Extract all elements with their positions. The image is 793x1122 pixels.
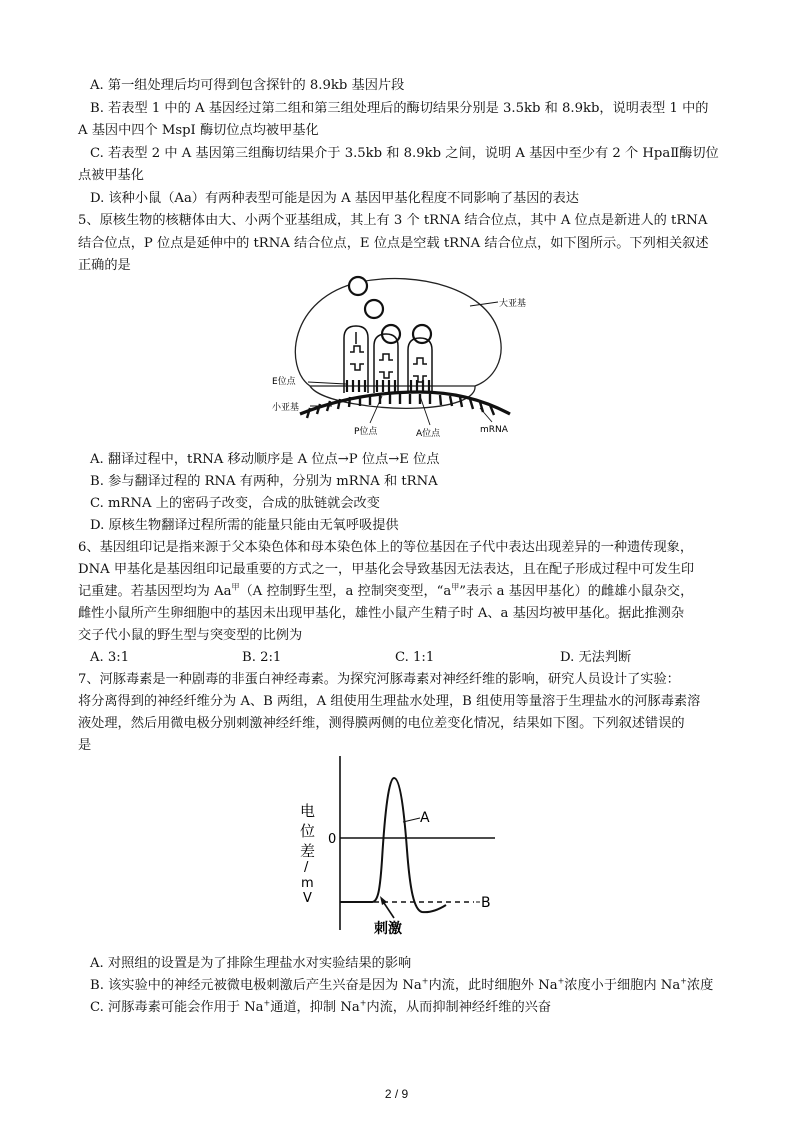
q6-stem-line5: 交子代小鼠的野生型与突变型的比例为	[78, 628, 303, 643]
q7-stem-line2: 将分离得到的神经纤维分为 A、B 两组，A 组使用生理盐水处理，B 组使用等量溶于生理盐水的河豚毒素溶	[78, 694, 701, 709]
q4-option-b-line1: B. 若表型 1 中的 A 基因经过第二组和第三组处理后的酶切结果分别是 3.5kb 和 8.9kb，说明表型 1 中的	[90, 101, 709, 116]
q7-stem-line1: 7、河豚毒素是一种剧毒的非蛋白神经毒素。为探究河豚毒素对神经纤维的影响，研究人员设计了实验：	[78, 672, 680, 687]
page-number: 2 / 9	[384, 1087, 409, 1101]
q7-option-a: A. 对照组的设置是为了排除生理盐水对实验结果的影响	[90, 956, 412, 971]
q5-option-d: D. 原核生物翻译过程所需的能量只能由无氧呼吸提供	[90, 518, 399, 533]
q6-option-c: C. 1:1	[395, 650, 435, 665]
membrane-potential-graph	[290, 750, 530, 940]
peptide-circle	[349, 277, 367, 295]
q5-option-c: C. mRNA 上的密码子改变，合成的肽链就会改变	[90, 496, 380, 511]
ribosome-diagram	[270, 268, 530, 443]
q5-option-a: A. 翻译过程中，tRNA 移动顺序是 A 位点→P 位点→E 位点	[90, 452, 440, 467]
ylabel-char: /	[304, 860, 309, 875]
q4-option-b-line2: A 基因中四个 MspI 酶切位点均被甲基化	[78, 123, 319, 138]
q6-stem-line1: 6、基因组印记是指来源于父本染色体和母本染色体上的等位基因在子代中表达出现差异的一种遗传现象，	[78, 540, 694, 555]
q7-stem-line3: 液处理，然后用微电极分别刺激神经纤维，测得膜两侧的电位差变化情况，结果如下图。下列叙述错误的	[78, 716, 685, 731]
label-mrna: mRNA	[480, 425, 508, 435]
q6-option-d: D. 无法判断	[560, 650, 632, 665]
ylabel-char: 差	[300, 842, 316, 860]
q6-stem-line4: 雌性小鼠所产生卵细胞中的基因未出现甲基化，雄性小鼠产生精子时 A、a 基因均被甲基化。据此推测杂	[78, 606, 685, 621]
peptide-circle	[365, 300, 383, 318]
q5-stem-line2: 结合位点，P 位点是延伸中的 tRNA 结合位点，E 位点是空载 tRNA 结合位点，如下图所示。下列相关叙述	[78, 236, 709, 251]
label-large-subunit: 大亚基	[499, 299, 527, 309]
ylabel-char: m	[301, 876, 314, 891]
label-a-site: A位点	[416, 429, 441, 439]
label-e-site: E位点	[272, 377, 296, 387]
q4-option-c-line2: 点被甲基化	[78, 168, 144, 183]
label-curve-b: B	[481, 895, 491, 911]
mrna-strand	[300, 392, 510, 414]
q5-option-b: B. 参与翻译过程的 RNA 有两种，分别为 mRNA 和 tRNA	[90, 474, 438, 489]
q4-option-c-line1: C. 若表型 2 中 A 基因第三组酶切结果介于 3.5kb 和 8.9kb 之间，说明 A 基因中至少有 2 个 HpaⅡ酶切位	[90, 146, 719, 161]
label-curve-a: A	[420, 810, 430, 826]
q7-stem-line4: 是	[78, 738, 92, 753]
ylabel-char: 电	[300, 802, 316, 820]
label-p-site: P位点	[354, 427, 378, 437]
label-stimulus: 刺激	[374, 921, 402, 937]
q5-stem-line3: 正确的是	[78, 258, 131, 273]
q6-stem-line2: DNA 甲基化是基因组印记最重要的方式之一，甲基化会导致基因无法表达，且在配子形成过程中可发生印	[78, 562, 695, 577]
zero-tick-label: 0	[328, 832, 337, 847]
q6-option-b: B. 2:1	[242, 650, 282, 665]
curve-a	[340, 778, 446, 912]
label-small-subunit: 小亚基	[272, 403, 300, 413]
ylabel-char: V	[303, 891, 312, 906]
q6-stem-line3: 记重建。若基因型均为 $Aa^甲(A$ 控制野生型，a 控制突变型，“$a^甲$”表示 a 基因甲基化）的雌雄小鼠杂交，	[78, 582, 694, 599]
q7-option-b: B. 该实验中的神经元被微电极刺激后产生兴奋是因为 Na+内流，此时细胞外 Na+浓度小于细胞内 Na+浓度	[90, 976, 714, 993]
q6-option-a: A. 3:1	[90, 650, 130, 665]
q4-option-d: D. 该种小鼠（Aa）有两种表型可能是因为 A 基因甲基化程度不同影响了基因的表达	[90, 191, 579, 206]
q7-option-c: C. 河豚毒素可能会作用于 Na+通道，抑制 Na+内流，从而抑制神经纤维的兴奋	[90, 998, 552, 1015]
q4-option-a: A. 第一组处理后均可得到包含探针的 8.9kb 基因片段	[90, 78, 405, 93]
ylabel-char: 位	[300, 822, 316, 840]
q5-stem-line1: 5、原核生物的核糖体由大、小两个亚基组成，其上有 3 个 tRNA 结合位点，其中 A 位点是新进人的 tRNA	[78, 213, 708, 228]
